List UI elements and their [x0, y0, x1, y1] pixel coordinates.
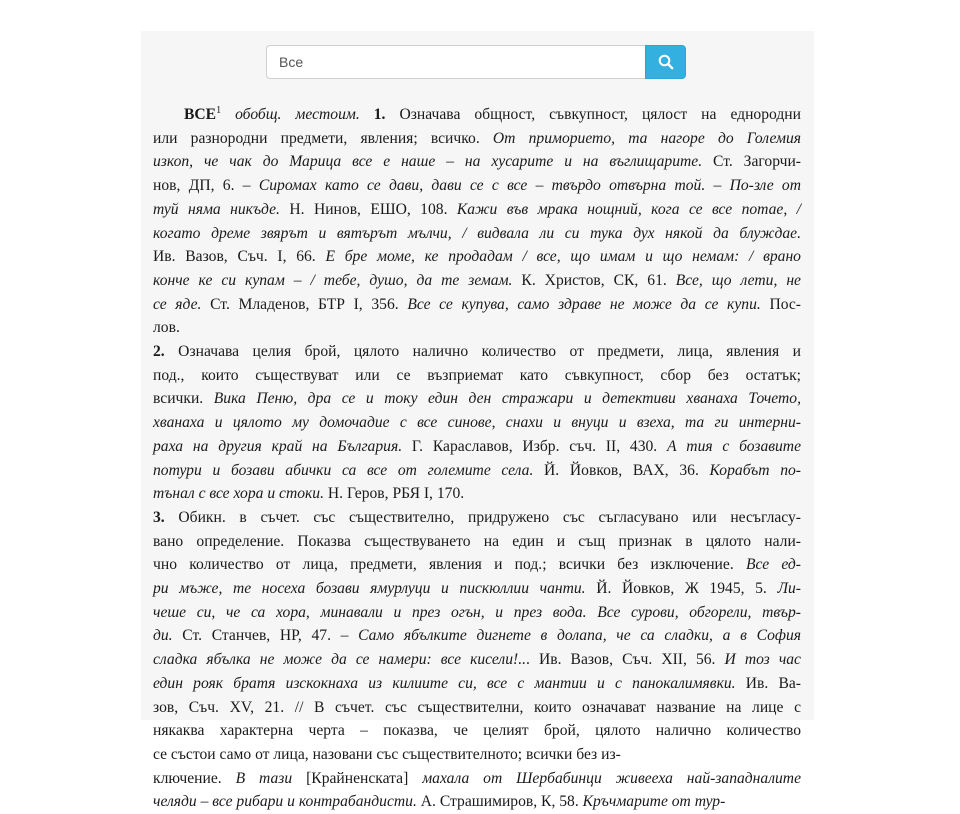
example-text: Кръчмарите от тур-: [582, 793, 726, 811]
example-text: Корабът по-: [709, 461, 801, 479]
definition-text: Г. Караславов, Избр. съч. II, 430.: [402, 437, 667, 455]
example-text: челяди – все рибари и контрабандисти.: [153, 793, 417, 811]
dictionary-entry: [153, 103, 801, 814]
entry-line: [153, 719, 801, 743]
entry-line: [153, 506, 801, 530]
entry-line: [153, 624, 801, 648]
entry-line: [153, 316, 801, 340]
entry-line: [153, 127, 801, 151]
definition-text: Ив. Вазов, Съч. I, 66.: [153, 248, 326, 266]
sense-number: 3.: [153, 508, 165, 526]
entry-line: [153, 103, 801, 127]
example-text: Само ябълките дигнете в долапа, че са сладки, а в София: [358, 627, 801, 645]
dictionary-panel: [141, 31, 814, 811]
definition-text: вано определение. Показва съществуването на един и същ признак в цялото нали-: [153, 532, 801, 550]
definition-text: Означава целия брой, цялото налично количество от предмети, лица, явления и: [164, 343, 801, 361]
entry-line: [153, 293, 801, 317]
example-text: хванаха и цялото му домочадие с все синове, снахи и внуци и взеха, та ги интерни-: [153, 414, 801, 432]
entry-line: [153, 340, 801, 364]
entry-line: [153, 696, 801, 720]
definition-text: чно количество от лица, предмети, явления и под.; всички без изключение.: [153, 556, 746, 574]
definition-text: нов, ДП, 6. –: [153, 177, 259, 195]
entry-line: [153, 743, 801, 767]
example-text: Все, що лети, не: [675, 271, 801, 289]
example-text: конче ке си купам – / тебе, душо, да те земам.: [153, 271, 513, 289]
definition-text: зов, Съч. XV, 21. // В съчет. със съществителни, които означават название на лице с: [153, 698, 801, 716]
entry-line: [153, 435, 801, 459]
entry-line: [153, 387, 801, 411]
search-bar: [266, 45, 686, 79]
definition-text: . Ив. Вазов, Съч. XII, 56.: [526, 651, 725, 669]
search-input[interactable]: [266, 45, 645, 79]
example-text: От приморието, та нагоре до Големия: [492, 129, 801, 147]
definition-text: всички.: [153, 390, 214, 408]
example-text: потури и бозави абички са все от големите села.: [153, 461, 534, 479]
sense-number: 2.: [153, 343, 165, 361]
definition-text: [Крайненската]: [292, 769, 423, 787]
entry-line: [153, 790, 801, 814]
definition-text: [221, 106, 235, 123]
example-text: Все ед-: [745, 556, 801, 574]
entry-line: [153, 245, 801, 269]
example-text: сладка ябълка не може да се намери: все кисели!..: [153, 651, 526, 669]
entry-line: [153, 672, 801, 696]
example-text: се яде.: [153, 295, 202, 313]
homonym-number: 1: [216, 104, 222, 116]
example-text: тънал с все хора и стоки.: [153, 485, 324, 503]
entry-line: [153, 577, 801, 601]
sense-number: 1.: [373, 106, 386, 123]
example-text: чеше си, че са хора, минавали и през огън, и през вода. Все сурови, обгорели, твър-: [153, 603, 801, 621]
definition-text: или разнородни предмети, явления; всичко.: [153, 129, 493, 147]
definition-text: се състои само от лица, назовани със съществителното; всички без из-: [153, 745, 621, 763]
entry-line: [153, 530, 801, 554]
entry-line: [153, 601, 801, 625]
definition-text: под., които съществуват или се възприемат като съвкупност, сбор без остатък;: [153, 366, 801, 384]
example-text: А тия с бозавите: [666, 437, 801, 455]
example-text: Е бре моме, ке продадам / все, що имам и що немам: / врано: [325, 248, 801, 266]
definition-text: лов.: [153, 319, 180, 337]
definition-text: Означава общност, съвкупност, цялост на еднородни: [385, 106, 801, 123]
entry-line: [153, 553, 801, 577]
definition-text: Ст. Загорчи-: [702, 153, 802, 171]
example-text: Сиромах като се дави, дави се с все – твърдо отвърна той. – По-зле от: [258, 177, 801, 195]
example-text: когато дреме звярът и вятърът мълчи, / видвала ли си тука дух някой да блуждае.: [153, 224, 801, 242]
definition-text: [360, 106, 374, 123]
definition-text: Пос-: [760, 295, 802, 313]
definition-text: Н. Геров, РБЯ I, 170.: [324, 485, 465, 503]
entry-line: [153, 222, 801, 246]
definition-text: Й. Йовков, ВАХ, 36.: [533, 461, 710, 479]
example-text: Кажи във мрака нощний, кога се все потае, /: [456, 200, 801, 218]
example-text: обобщ. местоим.: [235, 106, 360, 123]
headword: ВСЕ: [184, 106, 217, 123]
entry-line: [153, 364, 801, 388]
definition-text: А. Страшимиров, К, 58.: [416, 793, 583, 811]
definition-text: някаква характерна черта – показва, че целият брой, цялото налично количество: [153, 722, 801, 740]
search-icon: [658, 54, 674, 70]
example-text: един рояк братя изскокнаха из килиите си, все с мантии и с панокалимявки.: [153, 674, 736, 692]
example-text: махала от Шербабинци живееха най-западналите: [422, 769, 801, 787]
example-text: туй няма никъде.: [153, 200, 280, 218]
entry-line: [153, 767, 801, 791]
example-text: раха на другия край на България.: [153, 437, 403, 455]
example-text: Вика Пеню, дра се и току един ден стражари и детективи хванаха Точето,: [213, 390, 801, 408]
example-text: Все се купува, само здраве не може да се купи.: [407, 295, 761, 313]
entry-line: [153, 174, 801, 198]
example-text: изкоп, че чак до Марица все е наше – на хусарите и на въглищарите.: [153, 153, 703, 171]
example-text: Ли-: [777, 580, 801, 598]
definition-text: Н. Нинов, ЕШО, 108.: [279, 200, 457, 218]
example-text: ди.: [153, 627, 173, 645]
example-text: И тоз час: [724, 651, 801, 669]
entry-line: [153, 269, 801, 293]
entry-line: [153, 411, 801, 435]
definition-text: Ив. Ва-: [735, 674, 801, 692]
example-text: ри мъже, те носеха бозави ямурлуци и пискюллии чанти.: [153, 580, 586, 598]
definition-text: К. Христов, СК, 61.: [512, 271, 676, 289]
entry-line: [153, 198, 801, 222]
entry-line: [153, 150, 801, 174]
definition-text: Ст. Станчев, НР, 47. –: [172, 627, 359, 645]
entry-line: [153, 459, 801, 483]
definition-text: Ст. Младенов, БТР I, 356.: [201, 295, 408, 313]
entry-line: [153, 648, 801, 672]
definition-text: Обикн. в съчет. със съществително, придружено със съгласувано или несъгласу-: [164, 508, 801, 526]
example-text: В тази: [235, 769, 293, 787]
definition-text: Й. Йовков, Ж 1945, 5.: [585, 580, 778, 598]
search-button[interactable]: [645, 45, 686, 79]
entry-line: [153, 482, 801, 506]
definition-text: ключение.: [153, 769, 236, 787]
